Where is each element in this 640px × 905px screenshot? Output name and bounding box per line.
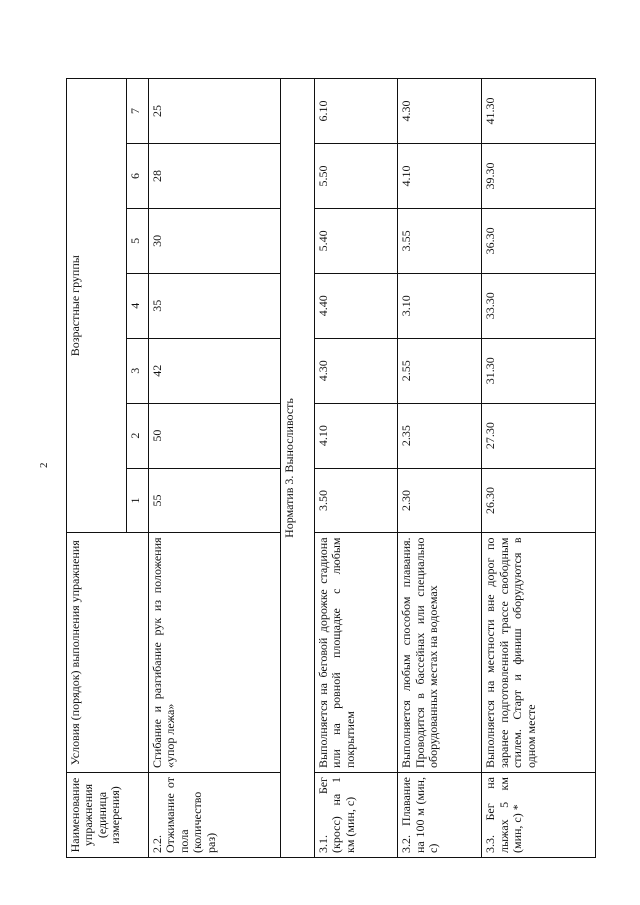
- table-row: [149, 79, 281, 858]
- value-cell: 4.10: [315, 403, 398, 468]
- section-row: [281, 79, 315, 858]
- value-cell: 31.30: [482, 338, 596, 403]
- exercise-conditions: Выполняется на местности вне дорог по заранее подготовленной трассе свободным стилем. Старт и финиш оборудуются в одном месте: [482, 533, 596, 773]
- page-number: 2: [38, 462, 50, 468]
- section-title: Норматив 3. Выносливость: [281, 79, 315, 858]
- value-cell: 3.55: [398, 208, 482, 273]
- value-cell: 3.10: [398, 273, 482, 338]
- exercise-conditions: Выполняется любым способом плавания. Проводится в бассейнах или специально оборудованных местах на водоемах: [398, 533, 482, 773]
- exercise-name: 2.2. Отжимание от пола (количество раз): [149, 773, 281, 858]
- value-cell: 2.35: [398, 403, 482, 468]
- value-cell: 26.30: [482, 468, 596, 533]
- exercise-conditions: Выполняется на беговой дорожке стадиона или на ровной площадке с любым покрытием: [315, 533, 398, 773]
- header-group-7: 7: [127, 79, 149, 144]
- header-group-2: 2: [127, 403, 149, 468]
- value-cell: 4.10: [398, 144, 482, 209]
- value-cell: 4.30: [315, 338, 398, 403]
- header-exercise-name: Наименование упражнения (единица измерения): [67, 773, 149, 858]
- value-cell: 6.10: [315, 79, 398, 144]
- value-cell: 3.50: [315, 468, 398, 533]
- value-cell: 35: [149, 273, 281, 338]
- table-row: [398, 79, 482, 858]
- value-cell: 41.30: [482, 79, 596, 144]
- header-group-1: 1: [127, 468, 149, 533]
- value-cell: 50: [149, 403, 281, 468]
- header-row-1: [67, 79, 127, 858]
- table-row: [482, 79, 596, 858]
- value-cell: 4.30: [398, 79, 482, 144]
- header-group-3: 3: [127, 338, 149, 403]
- header-group-5: 5: [127, 208, 149, 273]
- value-cell: 25: [149, 79, 281, 144]
- exercise-name: 3.1. Бег (кросс) на 1 км (мин, с): [315, 773, 398, 858]
- value-cell: 5.40: [315, 208, 398, 273]
- header-age-groups: Возрастные группы: [67, 79, 127, 533]
- exercise-name: 3.2. Плавание на 100 м (мин, с): [398, 773, 482, 858]
- exercise-name: 3.3. Бег на лыжах 5 км (мин, с) *: [482, 773, 596, 858]
- value-cell: 5.50: [315, 144, 398, 209]
- value-cell: 2.30: [398, 468, 482, 533]
- rotated-page-content: [66, 78, 596, 858]
- exercise-conditions: Сгибание и разгибание рук из положения «упор лежа»: [149, 533, 281, 773]
- value-cell: 33.30: [482, 273, 596, 338]
- value-cell: 2.55: [398, 338, 482, 403]
- table-row: [315, 79, 398, 858]
- header-group-4: 4: [127, 273, 149, 338]
- value-cell: 55: [149, 468, 281, 533]
- header-group-6: 6: [127, 144, 149, 209]
- value-cell: 27.30: [482, 403, 596, 468]
- standards-table: [66, 78, 596, 858]
- value-cell: 4.40: [315, 273, 398, 338]
- value-cell: 28: [149, 144, 281, 209]
- value-cell: 42: [149, 338, 281, 403]
- header-conditions: Условия (порядок) выполнения упражнения: [67, 533, 149, 773]
- value-cell: 36.30: [482, 208, 596, 273]
- value-cell: 39.30: [482, 144, 596, 209]
- value-cell: 30: [149, 208, 281, 273]
